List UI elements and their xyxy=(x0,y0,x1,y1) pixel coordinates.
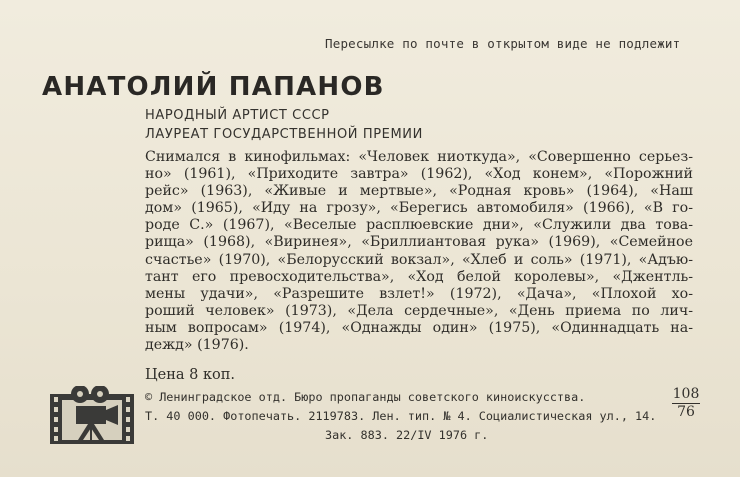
filmography-line: роший человек» (1973), «Дела сердечные», «День приема по лич- xyxy=(145,302,693,319)
imprint-line: Зак. 883. 22/IV 1976 г. xyxy=(325,428,489,442)
filmography-line: дом» (1965), «Иду на грозу», «Берегись автомобиля» (1966), «В го- xyxy=(145,200,693,217)
catalog-code-numerator: 108 xyxy=(672,386,700,402)
filmography xyxy=(145,149,693,354)
postal-notice: Пересылке по почте в открытом виде не подлежит xyxy=(325,36,681,51)
catalog-code-denominator: 76 xyxy=(677,404,695,420)
imprint-line: Т. 40 000. Фотопечать. 2119783. Лен. тип. № 4. Социалистическая ул., 14. xyxy=(145,409,657,423)
filmography-line: счастье» (1970), «Белорусский вокзал», «Хлеб и соль» (1971), «Адъю- xyxy=(145,251,693,268)
honorary-title: НАРОДНЫЙ АРТИСТ СССР xyxy=(145,108,330,123)
filmography-line: но» (1961), «Приходите завтра» (1962), «Ход конем», «Порожний xyxy=(145,166,693,183)
imprint xyxy=(145,388,665,445)
catalog-code xyxy=(672,386,700,421)
imprint-line: © Ленинградское отд. Бюро пропаганды советского киноискусства. xyxy=(145,390,586,404)
award-title: ЛАУРЕАТ ГОСУДАРСТВЕННОЙ ПРЕМИИ xyxy=(145,127,423,142)
filmography-line: рища» (1968), «Виринея», «Бриллиантовая рука» (1969), «Семейное xyxy=(145,234,693,251)
filmography-line: роде С.» (1967), «Веселые расплюевские дни», «Служили два това- xyxy=(145,217,693,234)
actor-name: АНАТОЛИЙ ПАПАНОВ xyxy=(42,72,385,102)
filmography-line: Снимался в кинофильмах: «Человек ниоткуда», «Совершенно серьез- xyxy=(145,149,693,165)
filmography-line: тант его превосходительства», «Ход белой королевы», «Джентль- xyxy=(145,268,693,285)
price: Цена 8 коп. xyxy=(145,367,236,383)
filmography-line: ным вопросам» (1974), «Однажды один» (1975), «Одиннадцать на- xyxy=(145,319,693,336)
filmography-line: мены удачи», «Разрешите взлет!» (1972), «Дача», «Плохой хо- xyxy=(145,285,693,302)
film-camera-logo-icon xyxy=(50,386,134,446)
filmography-line: рейс» (1963), «Живые и мертвые», «Родная кровь» (1964), «Наш xyxy=(145,183,693,200)
filmography-line: дежд» (1976). xyxy=(145,337,249,354)
